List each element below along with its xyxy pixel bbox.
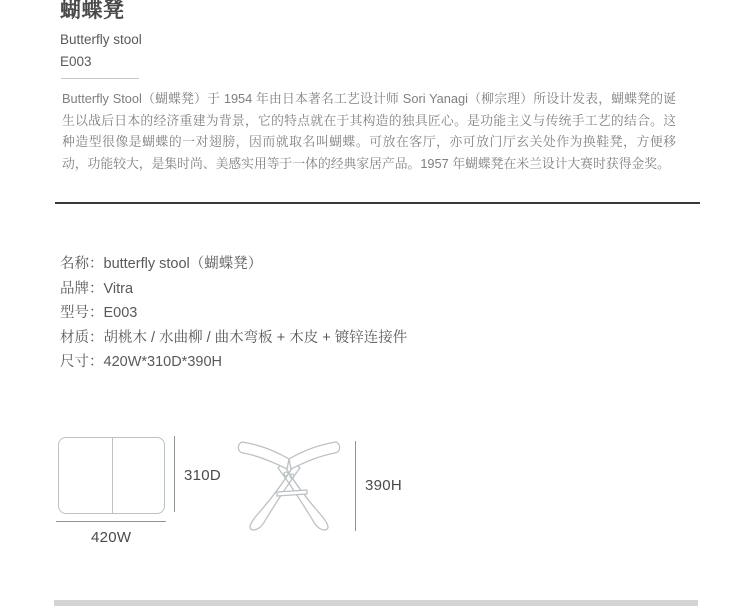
width-dimension-label: 420W <box>91 529 132 546</box>
spec-item-material: 材质：胡桃木 / 水曲柳 / 曲木弯板 + 木皮 + 镀锌连接件 <box>60 329 408 346</box>
height-dimension-label: 390H <box>365 477 403 494</box>
page-title: 蝴蝶凳 <box>60 0 125 22</box>
spec-item-name: 名称：butterfly stool（蝴蝶凳） <box>60 256 263 272</box>
spec-item-model: 型号：E003 <box>60 305 138 322</box>
depth-dimension-label: 310D <box>184 467 222 484</box>
product-name-en: Butterfly stool <box>60 32 142 47</box>
top-view-seam <box>112 438 113 513</box>
depth-dimension-line <box>174 436 175 512</box>
height-dimension-line <box>355 441 356 531</box>
section-divider <box>55 202 700 204</box>
product-model-code: E003 <box>60 54 92 69</box>
spec-item-brand: 品牌：Vitra <box>60 280 134 297</box>
stool-front-view-drawing <box>233 437 345 532</box>
product-description: Butterfly Stool（蝴蝶凳）于 1954 年由日本著名工艺设计师 Sori Yanagi（柳宗理）所设计发表，蝴蝶凳的诞生以战后日本的经济重建为背景，它的特点就在于其构造的独具匠心。是功能主义与传统手工艺的结合。这种造型很像是蝴蝶的一对翅膀，因而就取名叫蝴蝶。可放在客厅，亦可放门厅玄关处作为换鞋凳，方便移动，功能较大，是集时尚、美感实用等于一体的经典家居产品。1957 年蝴蝶凳在米兰设计大赛时获得金奖。 <box>62 91 676 172</box>
spec-item-size: 尺寸：420W*310D*390H <box>60 354 222 371</box>
top-view-drawing <box>58 437 165 514</box>
width-dimension-line <box>56 521 166 522</box>
footer-bar <box>54 600 698 606</box>
header-rule <box>61 78 139 79</box>
spec-list <box>60 252 407 375</box>
